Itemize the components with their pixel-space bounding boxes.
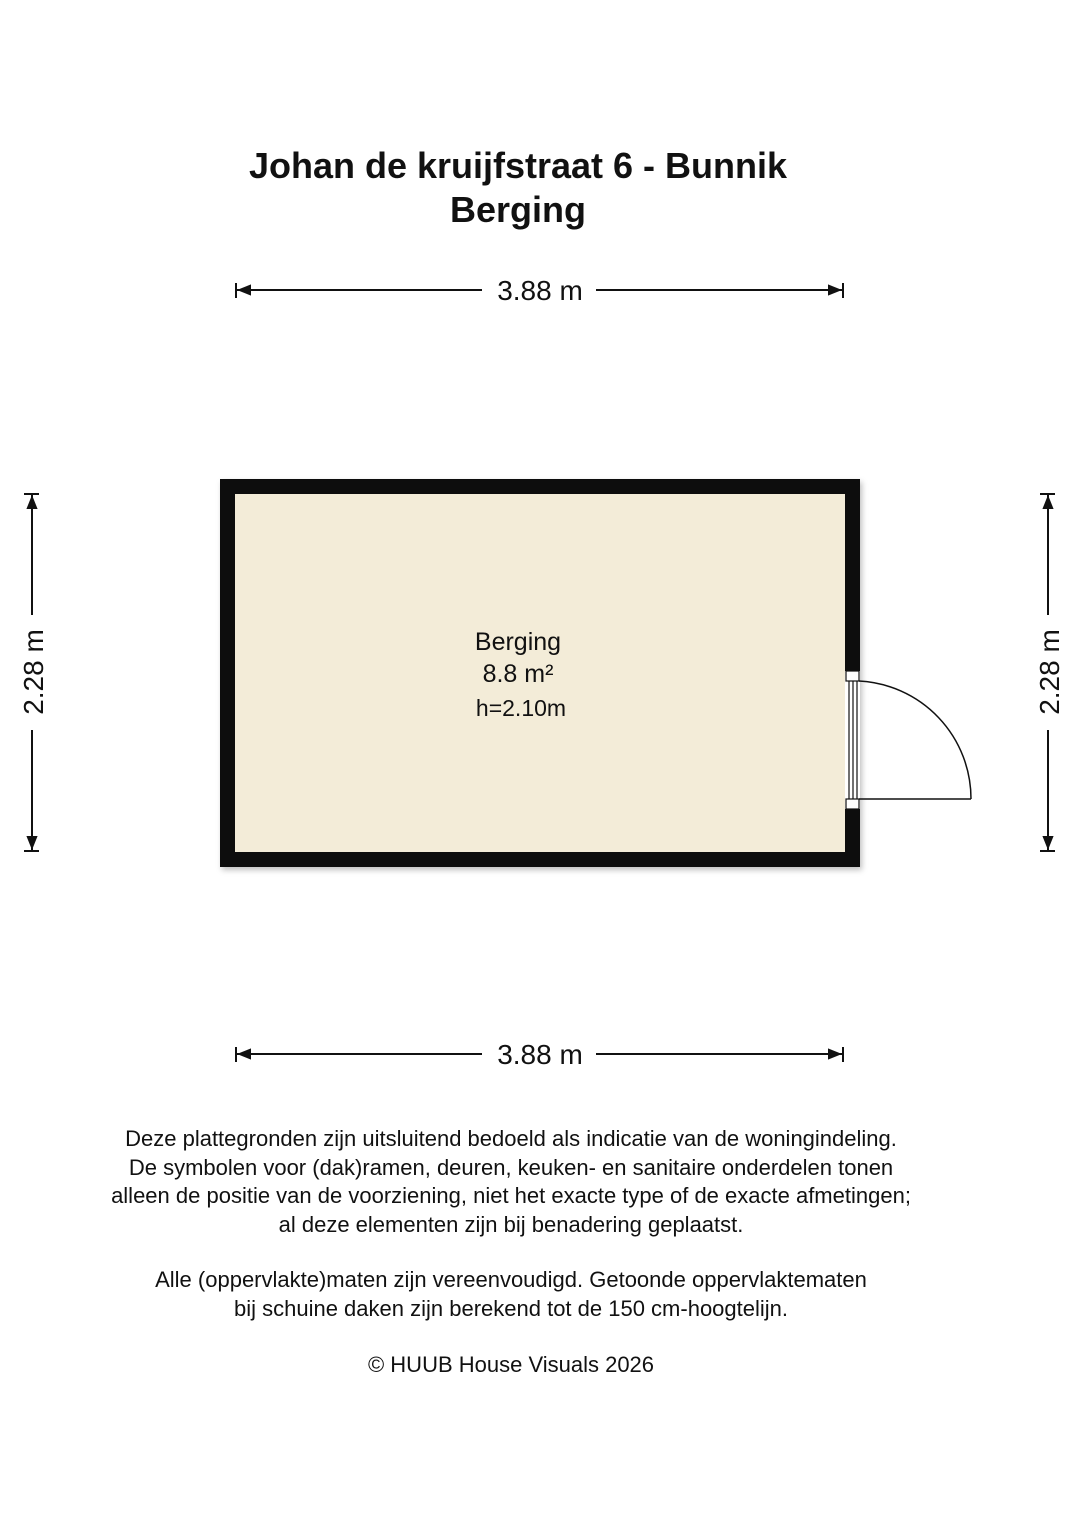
disclaimer-line: al deze elementen zijn bij benadering geplaatst. — [278, 1211, 744, 1237]
door-swing-icon — [859, 681, 971, 799]
dimension-top — [236, 275, 843, 306]
plan-address-title: Johan de kruijfstraat 6 - Bunnik — [248, 145, 788, 186]
disclaimer-paragraph-2 — [0, 1266, 1022, 1323]
room-height-label: h=2.10m — [475, 695, 567, 721]
disclaimer-line: De symbolen voor (dak)ramen, deuren, keuken- en sanitaire onderdelen tonen — [128, 1154, 894, 1180]
dimension-left-label: 2.28 m — [18, 629, 49, 715]
dimension-bottom — [236, 1039, 843, 1070]
disclaimer-paragraph-1 — [0, 1125, 1022, 1239]
copyright-notice: © HUUB House Visuals 2026 — [367, 1352, 655, 1377]
dimension-bottom-label: 3.88 m — [497, 1039, 583, 1070]
disclaimer-line: alleen de positie van de voorziening, niet het exacte type of de exacte afmetingen; — [111, 1183, 911, 1208]
dimension-top-label: 3.88 m — [497, 275, 583, 306]
dimension-left — [18, 494, 49, 851]
disclaimer-line: bij schuine daken zijn berekend tot de 150 cm-hoogtelijn. — [233, 1295, 789, 1321]
disclaimer-line: Alle (oppervlakte)maten zijn vereenvoudigd. Getoonde oppervlaktematen — [155, 1267, 867, 1292]
dimension-right-label: 2.28 m — [1034, 629, 1065, 715]
room-area-label: 8.8 m² — [482, 660, 554, 688]
room-name-label: Berging — [474, 628, 562, 656]
dimension-right — [1034, 494, 1065, 851]
room-berging — [220, 479, 971, 867]
plan-floor-title: Berging — [449, 189, 586, 230]
disclaimer-line: Deze plattegronden zijn uitsluitend bedoeld als indicatie van de woningindeling. — [125, 1126, 897, 1151]
